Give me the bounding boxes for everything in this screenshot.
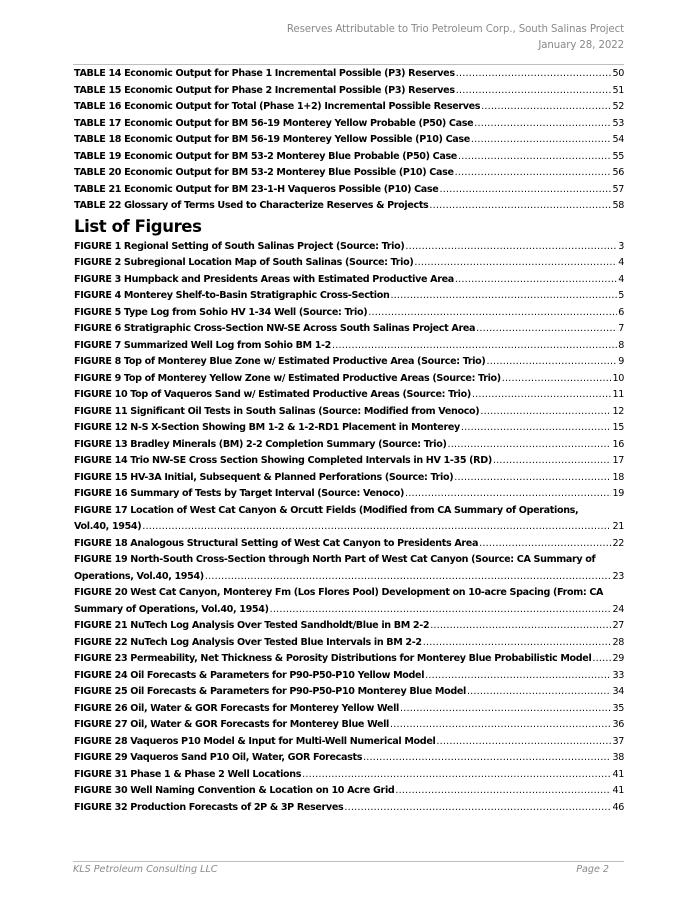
list-of-tables	[74, 66, 624, 215]
page-number: 22	[612, 537, 624, 549]
dot-leader	[448, 437, 612, 454]
dot-leader	[332, 338, 617, 355]
toc-entry-figure-22[interactable]: FIGURE 22 NuTech Log Analysis Over Tested Blue Intervals in BM 2-2 ..... 28	[74, 635, 624, 652]
page-number: 58	[612, 200, 624, 211]
toc-entry-figure-14[interactable]: FIGURE 14 Trio NW-SE Cross Section Showing Completed Intervals in HV 1-35 (RD) ..... 17	[74, 453, 624, 470]
dot-leader	[471, 132, 612, 149]
toc-entry-figure-5[interactable]: FIGURE 5 Type Log from Sohio HV 1-34 Well (Source: Trio) ..... 6	[74, 305, 624, 322]
toc-entry-table-20[interactable]: TABLE 20 Economic Output for BM 53-2 Monterey Blue Possible (P10) Case ..... 56	[74, 165, 624, 182]
dot-leader	[414, 255, 617, 272]
page-number: 15	[612, 422, 624, 433]
page-number: 3	[618, 240, 624, 252]
toc-entry-figure-8[interactable]: FIGURE 8 Top of Monterey Blue Zone w/ Estimated Productive Area (Source: Trio) ..... 9	[74, 354, 624, 371]
dot-leader	[430, 618, 611, 635]
dot-leader	[456, 66, 612, 83]
toc-entry-table-14[interactable]: TABLE 14 Economic Output for Phase 1 Incremental Possible (P3) Reserves ..... 50	[74, 66, 624, 83]
page-number: 38	[612, 752, 624, 763]
toc-entry-figure-6[interactable]: FIGURE 6 Stratigraphic Cross-Section NW-SE Across South Salinas Project Area ..... 7	[74, 321, 624, 338]
dot-leader	[142, 519, 611, 536]
toc-entry-table-16[interactable]: TABLE 16 Economic Output for Total (Phase 1+2) Incremental Possible Reserves ..... 52	[74, 99, 624, 116]
dot-leader	[461, 420, 612, 437]
toc-entry-table-17[interactable]: TABLE 17 Economic Output for BM 56-19 Monterey Yellow Probable (P50) Case ..... 53	[74, 116, 624, 133]
toc-entry-figure-20[interactable]: FIGURE 20 West Cat Canyon, Monterey Fm (Los Flores Pool) Development on 10-acre Spacing (From: CA Summary of Operations, Vol.40, 1954) ..... 24	[74, 585, 624, 618]
toc-entry-figure-16[interactable]: FIGURE 16 Summary of Tests by Target Interval (Source: Venoco) ..... 19	[74, 486, 624, 503]
page-number: 16	[612, 438, 624, 450]
dot-leader	[454, 470, 611, 487]
toc-entry-figure-13[interactable]: FIGURE 13 Bradley Minerals (BM) 2-2 Completion Summary (Source: Trio) ..... 16	[74, 437, 624, 454]
list-of-figures	[74, 239, 624, 817]
toc-entry-figure-7[interactable]: FIGURE 7 Summarized Well Log from Sohio BM 1-2 ..... 8	[74, 338, 624, 355]
dot-leader	[592, 651, 611, 668]
toc-entry-figure-29[interactable]: FIGURE 29 Vaqueros Sand P10 Oil, Water, GOR Forecasts ..... 38	[74, 750, 624, 767]
page-number: 18	[612, 471, 624, 483]
toc-entry-figure-4[interactable]: FIGURE 4 Monterey Shelf-to-Basin Stratigraphic Cross-Section ..... 5	[74, 288, 624, 305]
footer-page-number: Page 2	[576, 864, 609, 875]
toc-entry-figure-2[interactable]: FIGURE 2 Subregional Location Map of South Salinas (Source: Trio) ..... 4	[74, 255, 624, 272]
page-number: 33	[612, 669, 624, 681]
toc-entry-figure-26[interactable]: FIGURE 26 Oil, Water & GOR Forecasts for Monterey Yellow Well ..... 35	[74, 701, 624, 718]
page-number: 50	[612, 68, 624, 79]
toc-entry-figure-12[interactable]: FIGURE 12 N-S X-Section Showing BM 1-2 & 1-2-RD1 Placement in Monterey ..... 15	[74, 420, 624, 437]
dot-leader	[439, 182, 611, 199]
footer-company: KLS Petroleum Consulting LLC	[73, 864, 218, 875]
toc-entry-figure-1[interactable]: FIGURE 1 Regional Setting of South Salinas Project (Source: Trio) ..... 3	[74, 239, 624, 256]
page-number: 21	[612, 521, 624, 532]
page-number: 29	[612, 653, 624, 664]
page-number: 53	[612, 117, 624, 129]
page-number: 57	[612, 183, 624, 195]
list-of-figures-heading: List of Figures	[74, 216, 202, 236]
toc-entry-table-15[interactable]: TABLE 15 Economic Output for Phase 2 Incremental Possible (P3) Reserves ..... 51	[74, 83, 624, 100]
toc-entry-table-21[interactable]: TABLE 21 Economic Output for BM 23-1-H Vaqueros Possible (P10) Case ..... 57	[74, 182, 624, 199]
dot-leader	[368, 305, 617, 322]
dot-leader	[480, 404, 611, 421]
page-number: 7	[618, 323, 624, 334]
table-of-contents	[74, 66, 624, 816]
page-header	[287, 22, 624, 54]
dot-leader	[270, 602, 612, 619]
toc-entry-figure-21[interactable]: FIGURE 21 NuTech Log Analysis Over Tested Sandholdt/Blue in BM 2-2 ..... 27	[74, 618, 624, 635]
page-number: 23	[612, 570, 624, 582]
page-number: 36	[612, 719, 624, 730]
dot-leader	[481, 99, 611, 116]
page-number: 17	[612, 455, 624, 466]
dot-leader	[455, 165, 612, 182]
footer-divider	[73, 861, 624, 862]
toc-entry-figure-15[interactable]: FIGURE 15 HV-3A Initial, Subsequent & Planned Perforations (Source: Trio) ..... 18	[74, 470, 624, 487]
toc-entry-figure-3[interactable]: FIGURE 3 Humpback and Presidents Areas with Estimated Productive Area ..... 4	[74, 272, 624, 289]
dot-leader	[456, 83, 612, 100]
dot-leader	[474, 116, 611, 133]
page-number: 5	[618, 290, 624, 301]
page-number: 56	[612, 167, 624, 178]
dot-leader	[395, 783, 611, 800]
dot-leader	[344, 800, 611, 817]
dot-leader	[493, 453, 612, 470]
dot-leader	[467, 684, 612, 701]
dot-leader	[390, 717, 611, 734]
page-number: 8	[618, 339, 624, 351]
toc-entry-figure-18[interactable]: FIGURE 18 Analogous Structural Setting of West Cat Canyon to Presidents Area ..... 22	[74, 536, 624, 553]
page-number: 9	[618, 356, 624, 367]
dot-leader	[436, 734, 611, 751]
page-number: 12	[612, 405, 624, 417]
page-number: 28	[612, 636, 624, 648]
toc-entry-figure-17[interactable]: FIGURE 17 Location of West Cat Canyon & Orcutt Fields (Modified from CA Summary of Operations, Vol.40, 1954) ..... 21	[74, 503, 624, 536]
page-number: 52	[612, 101, 624, 112]
page-number: 6	[618, 306, 624, 318]
header-report-title: Reserves Attributable to Trio Petroleum Corp., South Salinas Project	[286, 24, 624, 35]
dot-leader	[390, 288, 617, 305]
dot-leader	[429, 198, 611, 215]
dot-leader	[479, 536, 611, 553]
header-divider	[73, 64, 624, 65]
page-number: 4	[618, 257, 624, 268]
dot-leader	[455, 272, 617, 289]
toc-entry-figure-32[interactable]: FIGURE 32 Production Forecasts of 2P & 3P Reserves ..... 46	[74, 800, 624, 817]
dot-leader	[502, 371, 612, 388]
dot-leader	[400, 701, 612, 718]
toc-entry-table-19[interactable]: TABLE 19 Economic Output for BM 53-2 Monterey Blue Probable (P50) Case ..... 55	[74, 149, 624, 166]
dot-leader	[363, 750, 611, 767]
page-number: 34	[612, 686, 624, 697]
page-number: 51	[612, 84, 624, 96]
dot-leader	[476, 321, 617, 338]
toc-entry-figure-25[interactable]: FIGURE 25 Oil Forecasts & Parameters for P90-P50-P10 Monterey Blue Model ..... 34	[74, 684, 624, 701]
toc-entry-figure-27[interactable]: FIGURE 27 Oil, Water & GOR Forecasts for Monterey Blue Well ..... 36	[74, 717, 624, 734]
page-number: 54	[612, 134, 624, 145]
dot-leader	[472, 387, 612, 404]
page-number: 41	[612, 768, 624, 780]
dot-leader	[405, 239, 617, 256]
dot-leader	[405, 486, 612, 503]
header-date: January 28, 2022	[538, 40, 624, 51]
toc-entry-figure-31[interactable]: FIGURE 31 Phase 1 & Phase 2 Well Locations ..... 41	[74, 767, 624, 784]
page-number: 37	[612, 735, 624, 747]
toc-entry-figure-9[interactable]: FIGURE 9 Top of Monterey Yellow Zone w/ Estimated Productive Areas (Source: Trio) ..... 10	[74, 371, 624, 388]
dot-leader	[425, 668, 611, 685]
dot-leader	[486, 354, 617, 371]
toc-entry-table-22[interactable]: TABLE 22 Glossary of Terms Used to Characterize Reserves & Projects ..... 58	[74, 198, 624, 215]
dot-leader	[205, 569, 612, 586]
page-number: 24	[612, 603, 624, 615]
toc-entry-figure-19[interactable]: FIGURE 19 North-South Cross-Section through North Part of West Cat Canyon (Source: CA Summary of Operations, Vol.40, 1954) ..... 23	[74, 552, 624, 585]
toc-entry-figure-28[interactable]: FIGURE 28 Vaqueros P10 Model & Input for Multi-Well Numerical Model ..... 37	[74, 734, 624, 751]
dot-leader	[458, 149, 612, 166]
toc-entry-figure-30[interactable]: FIGURE 30 Well Naming Convention & Location on 10 Acre Grid ..... 41	[74, 783, 624, 800]
page-number: 41	[612, 785, 624, 796]
toc-entry-figure-23[interactable]: FIGURE 23 Permeability, Net Thickness & Porosity Distributions for Monterey Blue Probabilistic Model ..... 29	[74, 651, 624, 668]
page-number: 46	[612, 801, 624, 813]
page-number: 10	[612, 372, 624, 384]
toc-entry-table-18[interactable]: TABLE 18 Economic Output for BM 56-19 Monterey Yellow Possible (P10) Case ..... 54	[74, 132, 624, 149]
page-number: 4	[618, 273, 624, 285]
dot-leader	[302, 767, 611, 784]
page-number: 19	[612, 488, 624, 499]
page-number: 55	[612, 150, 624, 162]
toc-entry-figure-11[interactable]: FIGURE 11 Significant Oil Tests in South Salinas (Source: Modified from Venoco) ..... 12	[74, 404, 624, 421]
page-number: 11	[612, 389, 624, 400]
dot-leader	[423, 635, 612, 652]
page-number: 35	[612, 702, 624, 714]
toc-entry-figure-10[interactable]: FIGURE 10 Top of Vaqueros Sand w/ Estimated Productive Areas (Source: Trio) ..... 11	[74, 387, 624, 404]
toc-entry-figure-24[interactable]: FIGURE 24 Oil Forecasts & Parameters for P90-P50-P10 Yellow Model ..... 33	[74, 668, 624, 685]
page-number: 27	[612, 620, 624, 631]
